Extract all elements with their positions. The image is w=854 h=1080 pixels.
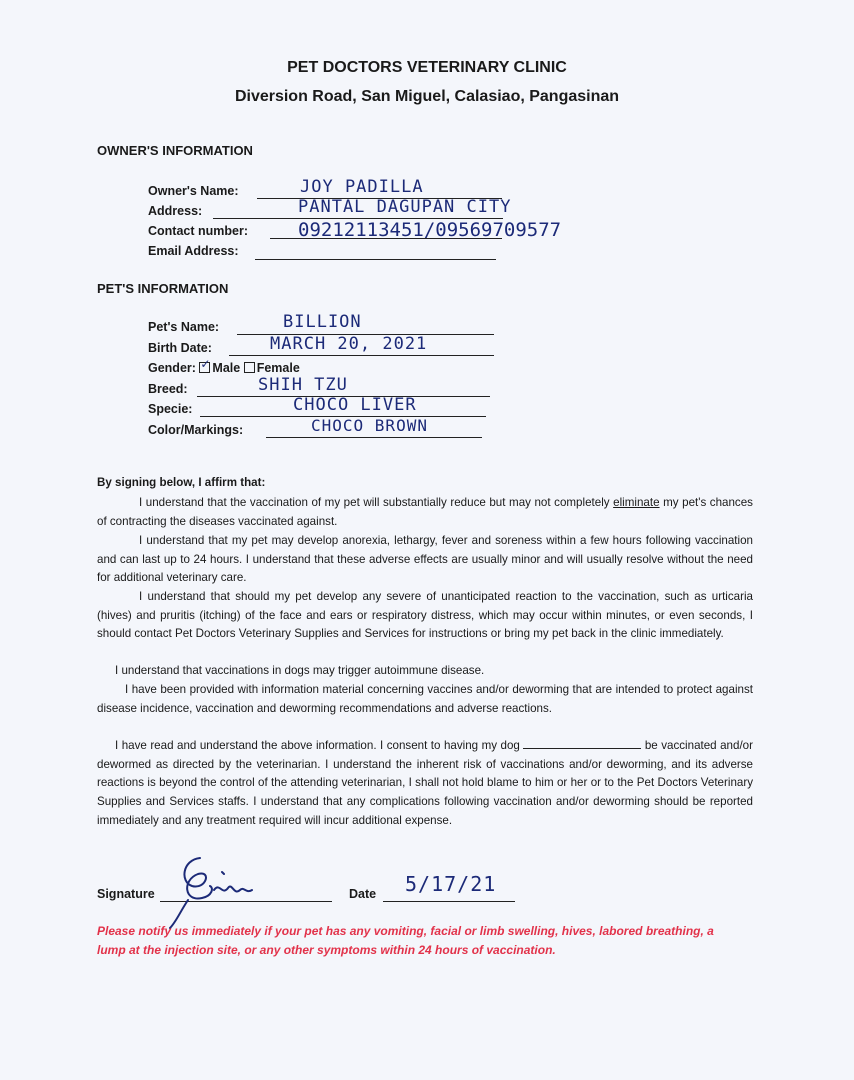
date-label: Date [349,887,377,901]
pet-name-label: Pet's Name: [148,320,220,334]
breed-label: Breed: [148,382,188,396]
consent-paragraph-1: I understand that the vaccination of my pet will substantially reduce but may not completely eliminate my pet's chances of contracting the diseases vaccinated against. [97,496,753,528]
male-checkbox[interactable] [199,362,210,373]
color-line [266,437,482,438]
date-value[interactable]: 5/17/21 [405,872,497,896]
address-value[interactable]: PANTAL DAGUPAN CITY [298,197,512,217]
consent-paragraph-2: I understand that my pet may develop anorexia, lethargy, fever and soreness within a few hours following vaccination and can last up to 24 hours. I understand that these adverse effects are usually minor and will usually resolve without the need for additional veterinary care. [97,534,753,585]
clinic-name: PET DOCTORS VETERINARY CLINIC [287,59,567,76]
signature-scribble-icon [162,852,272,932]
email-label: Email Address: [148,244,239,258]
birth-date-line [229,355,494,356]
consent-paragraph-4: I understand that vaccinations in dogs may trigger autoimmune disease. [115,664,485,677]
birth-date-value[interactable]: MARCH 20, 2021 [270,334,428,354]
contact-label: Contact number: [148,224,248,238]
clinic-address: Diversion Road, San Miguel, Calasiao, Pangasinan [234,88,620,105]
consent-paragraph-3: I understand that should my pet develop any severe of unanticipated reaction to the vaccination, such as urticaria (hives) and pruritis (itching) of the face and ears or respiratory distress, which may occur within minutes, or even seconds, I should contact Pet Doctors Veterinary Supplies and Services for instructions or bring my pet back in the clinic immediately. [97,590,753,641]
email-line [255,259,496,260]
notice-text: Please notify us immediately if your pet has any vomiting, facial or limb swelling, hives, labored breathing, a lump at the injection site, or any other symptoms within 24 hours of vaccination. [97,924,714,957]
address-label: Address: [148,204,203,218]
male-label: Male [212,361,241,375]
gender-row [148,361,300,375]
pet-section-title: PET'S INFORMATION [97,281,229,296]
color-value[interactable]: CHOCO BROWN [311,416,428,435]
specie-value[interactable]: CHOCO LIVER [293,395,417,415]
owner-name-label: Owner's Name: [148,184,239,198]
pet-name-value[interactable]: BILLION [283,312,362,332]
birth-date-label: Birth Date: [148,341,212,355]
breed-value[interactable]: SHIH TZU [258,375,348,395]
female-label: Female [256,361,300,375]
dog-name-blank[interactable] [523,738,641,749]
gender-label: Gender: [148,361,196,375]
consent-heading: By signing below, I affirm that: [97,476,266,489]
female-checkbox[interactable] [244,362,255,373]
owner-section-title: OWNER'S INFORMATION [97,143,253,158]
date-line [383,901,515,902]
specie-label: Specie: [148,402,193,416]
owner-name-value[interactable]: JOY PADILLA [300,177,424,197]
color-label: Color/Markings: [148,423,244,437]
consent-paragraph-6: I have read and understand the above information. I consent to having my dog be vaccinated and/or dewormed as directed by the veterinarian. I understand the inherent risk of vaccinations and/or deworming, and its adverse reactions is beyond the control of the attending veterinarian, I shall not hold blame to him or her or to the Pet Doctors Veterinary Supplies and Services staffs. I understand that any complications following vaccination and/or deworming should be reported immediately and any treatment required will incur additional expense. [97,739,753,827]
signature-label: Signature [97,887,155,901]
consent-paragraph-5: I have been provided with information material concerning vaccines and/or deworming that are intended to protect against disease incidence, vaccination and deworming recommendations and adverse reactions. [97,683,753,715]
contact-value[interactable]: 09212113451/09569709577 [298,219,562,241]
